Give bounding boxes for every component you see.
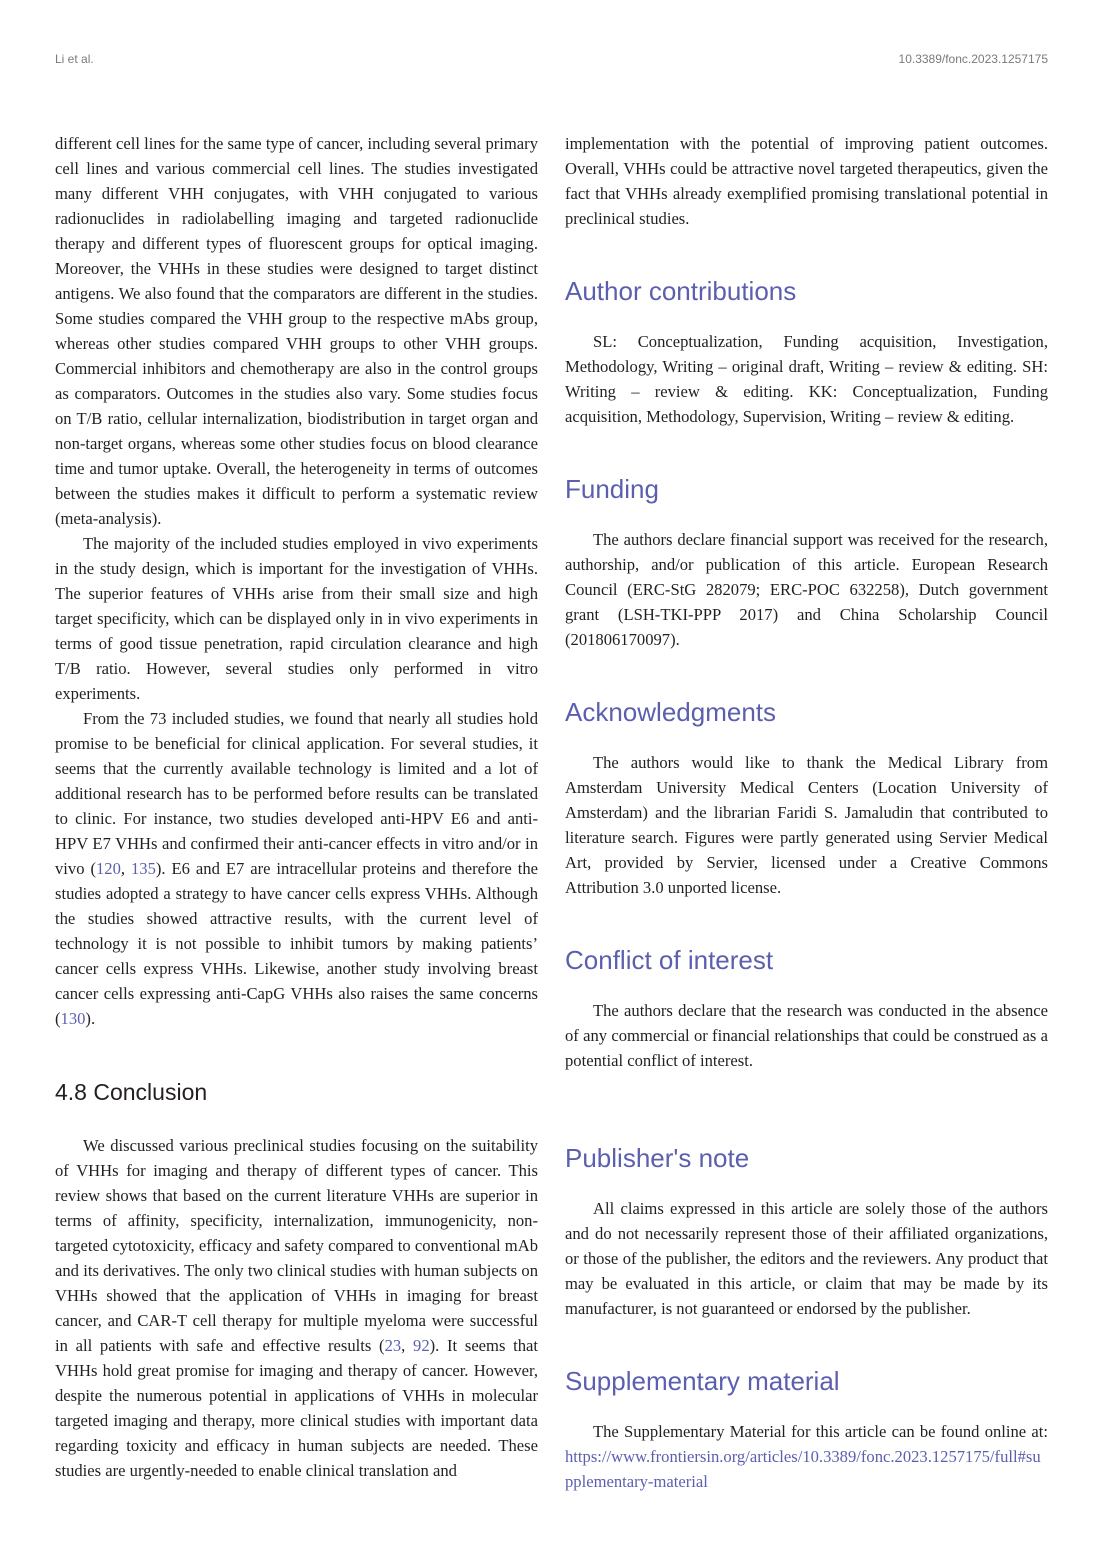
section-heading-funding: Funding — [565, 474, 659, 504]
body-paragraph: All claims expressed in this article are solely those of the authors and do not necessarily represent those of their affiliated organizations, or those of the publisher, the editors and the reviewers. Any product that may be evaluated in this article, or claim that may be made by its manufacturer, is not guaranteed or endorsed by the publisher. — [565, 1199, 1048, 1318]
citation-link[interactable]: 135 — [131, 859, 156, 878]
text: The Supplementary Material for this article can be found online at: — [593, 1422, 1048, 1441]
section-heading-publishers-note: Publisher's note — [565, 1143, 750, 1173]
text: We discussed various preclinical studies focusing on the suitability of VHHs for imaging and therapy of different types of cancer. This review shows that based on the current literature VHHs are superior in terms of affinity, specificity, internalization, immunogenicity, non-targeted cytotoxicity, efficacy and safety compared to conventional mAb and its derivatives. The only two clinical studies with human subjects on VHHs showed that the application of VHHs in imaging for breast cancer, and CAR-T cell therapy for multiple myeloma were successful in all patients with safe and effective results ( — [55, 1136, 538, 1355]
citation-link[interactable]: 92 — [413, 1336, 430, 1355]
body-paragraph: different cell lines for the same type of cancer, including several primary cell lines and various commercial cell lines. The studies investigated many different VHH conjugates, with VHH conjugated to various radionuclides in radiolabelling imaging and targeted radionuclide therapy and different types of fluorescent groups for optical imaging. Moreover, the VHHs in these studies were designed to target distinct antigens. We also found that the comparators are different in the studies. Some studies compared the VHH group to the respective mAbs group, whereas other studies compared VHH groups to other VHH groups. Commercial inhibitors and chemotherapy are also in the control groups as comparators. Outcomes in the studies also vary. Some studies focus on T/B ratio, cellular internalization, biodistribution in target organ and non-target organs, whereas some other studies focus on blood clearance time and tumor uptake. Overall, the heterogeneity in terms of outcomes between the studies makes it difficult to perform a systematic review (meta-analysis). — [55, 134, 538, 528]
body-paragraph: The authors declare that the research was conducted in the absence of any commercial or financial relationships that could be construed as a potential conflict of interest. — [565, 1001, 1048, 1070]
body-paragraph — [55, 1133, 538, 1483]
body-paragraph — [55, 706, 538, 1031]
section-heading-conclusion: 4.8 Conclusion — [55, 1079, 208, 1105]
citation-link[interactable]: 130 — [60, 1009, 86, 1028]
text: ). — [85, 1009, 96, 1028]
left-column — [55, 131, 538, 1483]
body-paragraph: SL: Conceptualization, Funding acquisition, Investigation, Methodology, Writing – original draft, Writing – review & editing. SH: Writing – review & editing. KK: Conceptualization, Funding acquisition, Methodology, Supervision, Writing – review & editing. — [565, 332, 1048, 426]
body-paragraph: The majority of the included studies employed in vivo experiments in the study design, which is important for the investigation of VHHs. The superior features of VHHs arise from their small size and high target specificity, which can be displayed only in in vivo experiments in terms of good tissue penetration, rapid circulation clearance and high T/B ratio. However, several studies only performed in vitro experiments. — [55, 534, 538, 703]
body-paragraph — [565, 1419, 1048, 1494]
body-paragraph: implementation with the potential of improving patient outcomes. Overall, VHHs could be attractive novel targeted therapeutics, given the fact that VHHs already exemplified promising translational potential in preclinical studies. — [565, 134, 1048, 228]
text: , — [120, 859, 131, 878]
section-heading-author-contributions: Author contributions — [565, 276, 797, 306]
supplementary-material-link[interactable]: https://www.frontiersin.org/articles/10.3389/fonc.2023.1257175/full#supplementary-material — [565, 1447, 1041, 1491]
citation-link[interactable]: 120 — [96, 859, 121, 878]
section-heading-supplementary-material: Supplementary material — [565, 1366, 840, 1396]
right-column — [565, 131, 1048, 1494]
text: From the 73 included studies, we found that nearly all studies hold promise to be beneficial for clinical application. For several studies, it seems that the currently available technology is limited and a lot of additional research has to be performed before results can be translated to clinic. For instance, two studies developed anti-HPV E6 and anti-HPV E7 VHHs and confirmed their anti-cancer effects in vitro and/or in vivo ( — [55, 709, 538, 878]
section-heading-conflict-of-interest: Conflict of interest — [565, 945, 774, 975]
text: ). It seems that VHHs hold great promise for imaging and therapy of cancer. However, despite the numerous potential in applications of VHHs in molecular targeted imaging and therapy, more clinical studies with important data regarding toxicity and efficacy in human subjects are needed. These studies are urgently-needed to enable clinical translation and — [55, 1336, 539, 1480]
running-head-authors: Li et al. — [55, 52, 94, 66]
text: , — [401, 1336, 414, 1355]
body-paragraph: The authors would like to thank the Medical Library from Amsterdam University Medical Centers (Location University of Amsterdam) and the librarian Faridi S. Jamaludin that contributed to literature search. Figures were partly generated using Servier Medical Art, provided by Servier, licensed under a Creative Commons Attribution 3.0 unported license. — [565, 753, 1048, 897]
text: ). E6 and E7 are intracellular proteins and therefore the studies adopted a strategy to have cancer cells express VHHs. Although the studies showed attractive results, with the current level of technology it is not possible to inhibit tumors by making patients’ cancer cells express VHHs. Likewise, another study involving breast cancer cells expressing anti-CapG VHHs also raises the same concerns ( — [55, 859, 538, 1028]
body-paragraph: The authors declare financial support was received for the research, authorship, and/or publication of this article. European Research Council (ERC-StG 282079; ERC-POC 632258), Dutch government grant (LSH-TKI-PPP 2017) and China Scholarship Council (201806170097). — [565, 530, 1048, 649]
citation-link[interactable]: 23 — [384, 1336, 402, 1355]
section-heading-acknowledgments: Acknowledgments — [565, 697, 776, 727]
running-head-doi: 10.3389/fonc.2023.1257175 — [898, 52, 1048, 66]
